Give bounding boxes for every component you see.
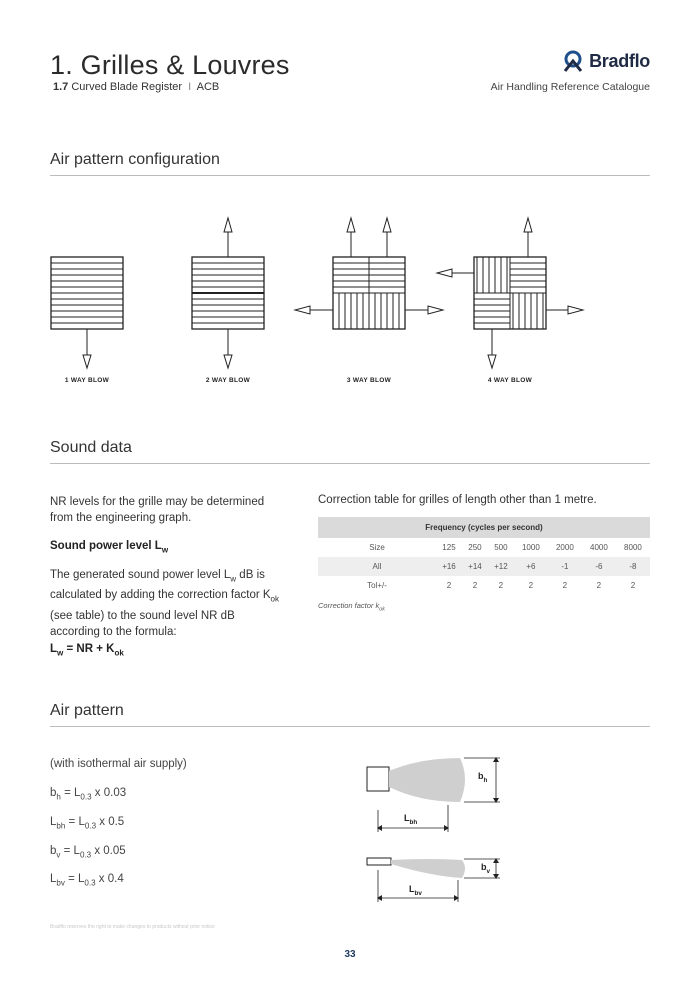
table-cell: 2 xyxy=(562,581,568,590)
sound-power-title: Sound power level $L_w$ xyxy=(50,540,169,555)
correction-table xyxy=(318,517,650,595)
table-cell: 2 xyxy=(596,581,602,590)
section-sound-data: Sound data xyxy=(50,439,650,464)
grille-side-outlet xyxy=(367,858,391,865)
horizontal-throw-plume xyxy=(389,758,465,802)
table-cell: -1 xyxy=(548,557,582,576)
dim-lbv: $L_{bv}$ xyxy=(409,884,422,897)
table-cell: 250 xyxy=(468,543,482,552)
section-air-pattern: Air pattern xyxy=(50,702,650,727)
footer-disclaimer: Bradflo reserves the right to make changes to products without prior notice xyxy=(50,924,215,930)
formula-lbh: $L_{bh} = L_{0.3}$ x 0.5 xyxy=(50,816,125,831)
section-number: 1.7 xyxy=(53,81,69,93)
formula-lbv: $L_{bv} = L_{0.3}$ x 0.4 xyxy=(50,873,124,888)
table-cell: 2 xyxy=(630,581,636,590)
table-cell: +16 xyxy=(436,557,462,576)
correction-table-title: Correction table for grilles of length other than 1 metre. xyxy=(318,494,597,506)
table-cell: 500 xyxy=(494,543,508,552)
brand-logo xyxy=(562,50,650,72)
table-cell: 2000 xyxy=(555,543,574,552)
table-header: Frequency (cycles per second) xyxy=(318,517,650,538)
table-cell: +12 xyxy=(488,557,514,576)
dim-bh: $b_h$ xyxy=(478,771,488,784)
table-cell: 1000 xyxy=(521,543,540,552)
table-cell: +14 xyxy=(462,557,488,576)
label-two-way-blow: 2 WAY BLOW xyxy=(205,377,251,384)
table-row xyxy=(318,576,650,595)
label-one-way-blow: 1 WAY BLOW xyxy=(64,377,110,384)
air-throw-diagram xyxy=(360,750,520,910)
table-cell: 2 xyxy=(498,581,504,590)
section-name: Curved Blade Register xyxy=(71,81,183,93)
table-cell: 2 xyxy=(446,581,452,590)
one-way-blow-grille xyxy=(51,257,123,368)
table-row xyxy=(318,538,650,557)
sound-formula: $L_w$ = NR + $K_{ok}$ xyxy=(50,643,124,658)
label-three-way-blow: 3 WAY BLOW xyxy=(346,377,392,384)
table-cell: 2 xyxy=(472,581,478,590)
section-air-pattern-configuration: Air pattern configuration xyxy=(50,151,650,176)
subtitle xyxy=(53,81,219,93)
table-cell: 4000 xyxy=(590,543,608,552)
catalogue-title: Air Handling Reference Catalogue xyxy=(490,81,650,93)
table-cell: Size xyxy=(369,543,385,552)
table-cell: -8 xyxy=(616,557,650,576)
air-pattern-configuration-diagram xyxy=(0,200,700,375)
three-way-blow-grille xyxy=(295,218,443,329)
two-way-blow-grille xyxy=(192,218,264,368)
vertical-throw-plume xyxy=(391,859,465,878)
sound-intro: NR levels for the grille may be determined from the engineering graph. xyxy=(50,496,265,524)
dim-lbh: $L_{bh}$ xyxy=(404,813,418,826)
table-cell: 8000 xyxy=(624,543,642,552)
page-title: 1. Grilles & Louvres xyxy=(50,50,290,80)
correction-caption: Correction factor $k_{ok}$ xyxy=(318,601,385,613)
formula-bh: $b_h = L_{0.3}$ x 0.03 xyxy=(50,787,127,802)
table-cell: 2 xyxy=(528,581,534,590)
brand-name: Bradflo xyxy=(589,50,650,71)
sound-power-description: The generated sound power level $L_w$ dB is calculated by adding the correction factor $K_{ok}$ (see table) to the sound level NR dB according to the formula: xyxy=(50,569,280,638)
table-cell: Tol+/- xyxy=(367,581,387,590)
separator: I xyxy=(188,81,192,93)
four-way-blow-grille xyxy=(437,218,583,368)
table-cell: -6 xyxy=(582,557,616,576)
page-number: 33 xyxy=(344,949,356,960)
label-four-way-blow: 4 WAY BLOW xyxy=(487,377,533,384)
bradflo-logo-icon xyxy=(562,50,584,72)
table-row xyxy=(318,557,650,576)
table-cell: 125 xyxy=(442,543,456,552)
product-code: ACB xyxy=(196,81,220,93)
dim-bv: $b_v$ xyxy=(481,862,491,875)
table-cell: +6 xyxy=(514,557,548,576)
formula-bv: $b_v = L_{0.3}$ x 0.05 xyxy=(50,845,126,860)
table-cell: All xyxy=(318,557,436,576)
grille-front-outlet xyxy=(367,767,389,791)
isothermal-note: (with isothermal air supply) xyxy=(50,758,187,770)
